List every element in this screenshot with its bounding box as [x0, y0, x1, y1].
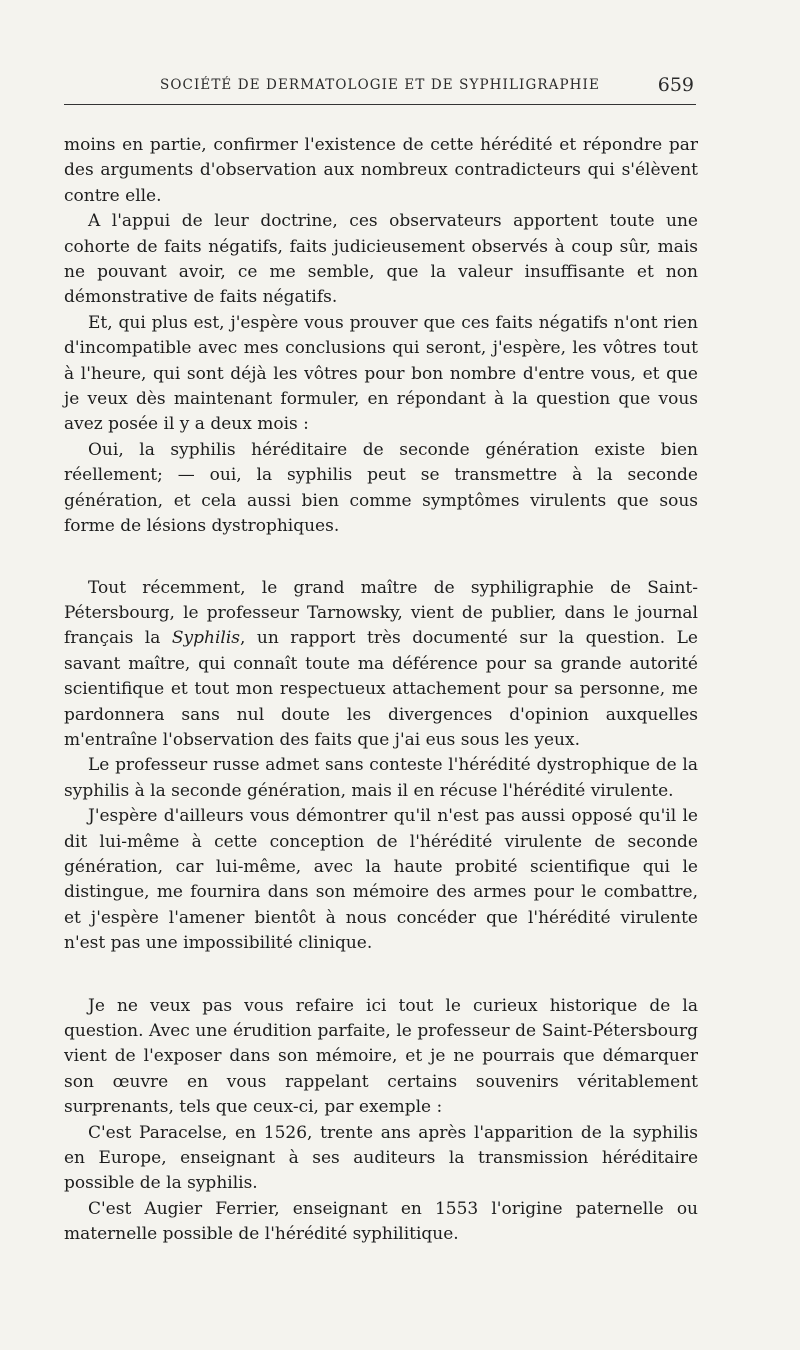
- paragraph-5-end: , un rapport très documenté sur la question. Le savant maître, qui connaît toute ma déférence pour sa grande autorité scientifique et tout mon respectueux attachement pour sa personne, me pardonnera sans nul doute les divergences d'opinion auxquelles m'entraîne l'observation des faits que j'ai eus sous les yeux.: [64, 628, 698, 750]
- body-text: [64, 133, 698, 1248]
- page-number: 659: [657, 74, 694, 96]
- paragraph-5: [64, 576, 698, 754]
- paragraph-6: Le professeur russe admet sans conteste l'hérédité dystrophique de la syphilis à la seconde génération, mais il en récuse l'hérédité virulente.: [64, 755, 698, 801]
- paragraph-3: Et, qui plus est, j'espère vous prouver que ces faits négatifs n'ont rien d'incompatible avec mes conclusions qui seront, j'espère, les vôtres tout à l'heure, qui sont déjà les vôtres pour bon nombre d'entre vous, et que je veux dès maintenant formuler, en répondant à la question que vous avez posée il y a deux mois :: [64, 312, 698, 435]
- paragraph-1: moins en partie, confirmer l'existence de cette hérédité et répondre par des arguments d'observation aux nombreux contradicteurs qui s'élèvent contre elle.: [64, 135, 698, 206]
- paragraph-5-start: Tout récemment, le grand maître de syphiligraphie de Saint-Pétersbourg, le professeur Tarnowsky, vient de publier, dans le journal français la: [64, 577, 698, 649]
- paragraph-9: C'est Paracelse, en 1526, trente ans après l'apparition de la syphilis en Europe, enseignant à ses auditeurs la transmission héréditaire possible de la syphilis.: [64, 1122, 698, 1194]
- running-title: SOCIÉTÉ DE DERMATOLOGIE ET DE SYPHILIGRAPHIE: [160, 77, 600, 93]
- paragraph-10: C'est Augier Ferrier, enseignant en 1553 l'origine paternelle ou maternelle possible de l'hérédité syphilitique.: [64, 1198, 698, 1245]
- paragraph-7: J'espère d'ailleurs vous démontrer qu'il n'est pas aussi opposé qu'il le dit lui-même à cette conception de l'hérédité virulente de seconde génération, car lui-même, avec la haute probité scientifique qui le distingue, me fournira dans son mémoire des armes pour le combattre, et j'espère l'amener bientôt à nous concéder que l'hérédité virulente n'est pas une impossibilité clinique.: [64, 806, 698, 954]
- journal-title: Syphilis: [171, 628, 240, 649]
- paragraph-8: Je ne veux pas vous refaire ici tout le curieux historique de la question. Avec une érudition parfaite, le professeur de Saint-Pétersbourg vient de l'exposer dans son mémoire, et je ne pourrais que démarquer son œuvre en vous rappelant certains souvenirs véritablement surprenants, tels que ceux-ci, par exemple :: [64, 995, 698, 1118]
- page-header: [64, 74, 696, 105]
- paragraph-2: A l'appui de leur doctrine, ces observateurs apportent toute une cohorte de faits négatifs, faits judicieusement observés à coup sûr, mais ne pouvant avoir, ce me semble, que la valeur insuffisante et non démonstrative de faits négatifs.: [64, 211, 698, 308]
- paragraph-4: Oui, la syphilis héréditaire de seconde génération existe bien réellement; — oui, la syphilis peut se transmettre à la seconde génération, et cela aussi bien comme symptômes virulents que sous forme de lésions dystrophiques.: [64, 439, 698, 537]
